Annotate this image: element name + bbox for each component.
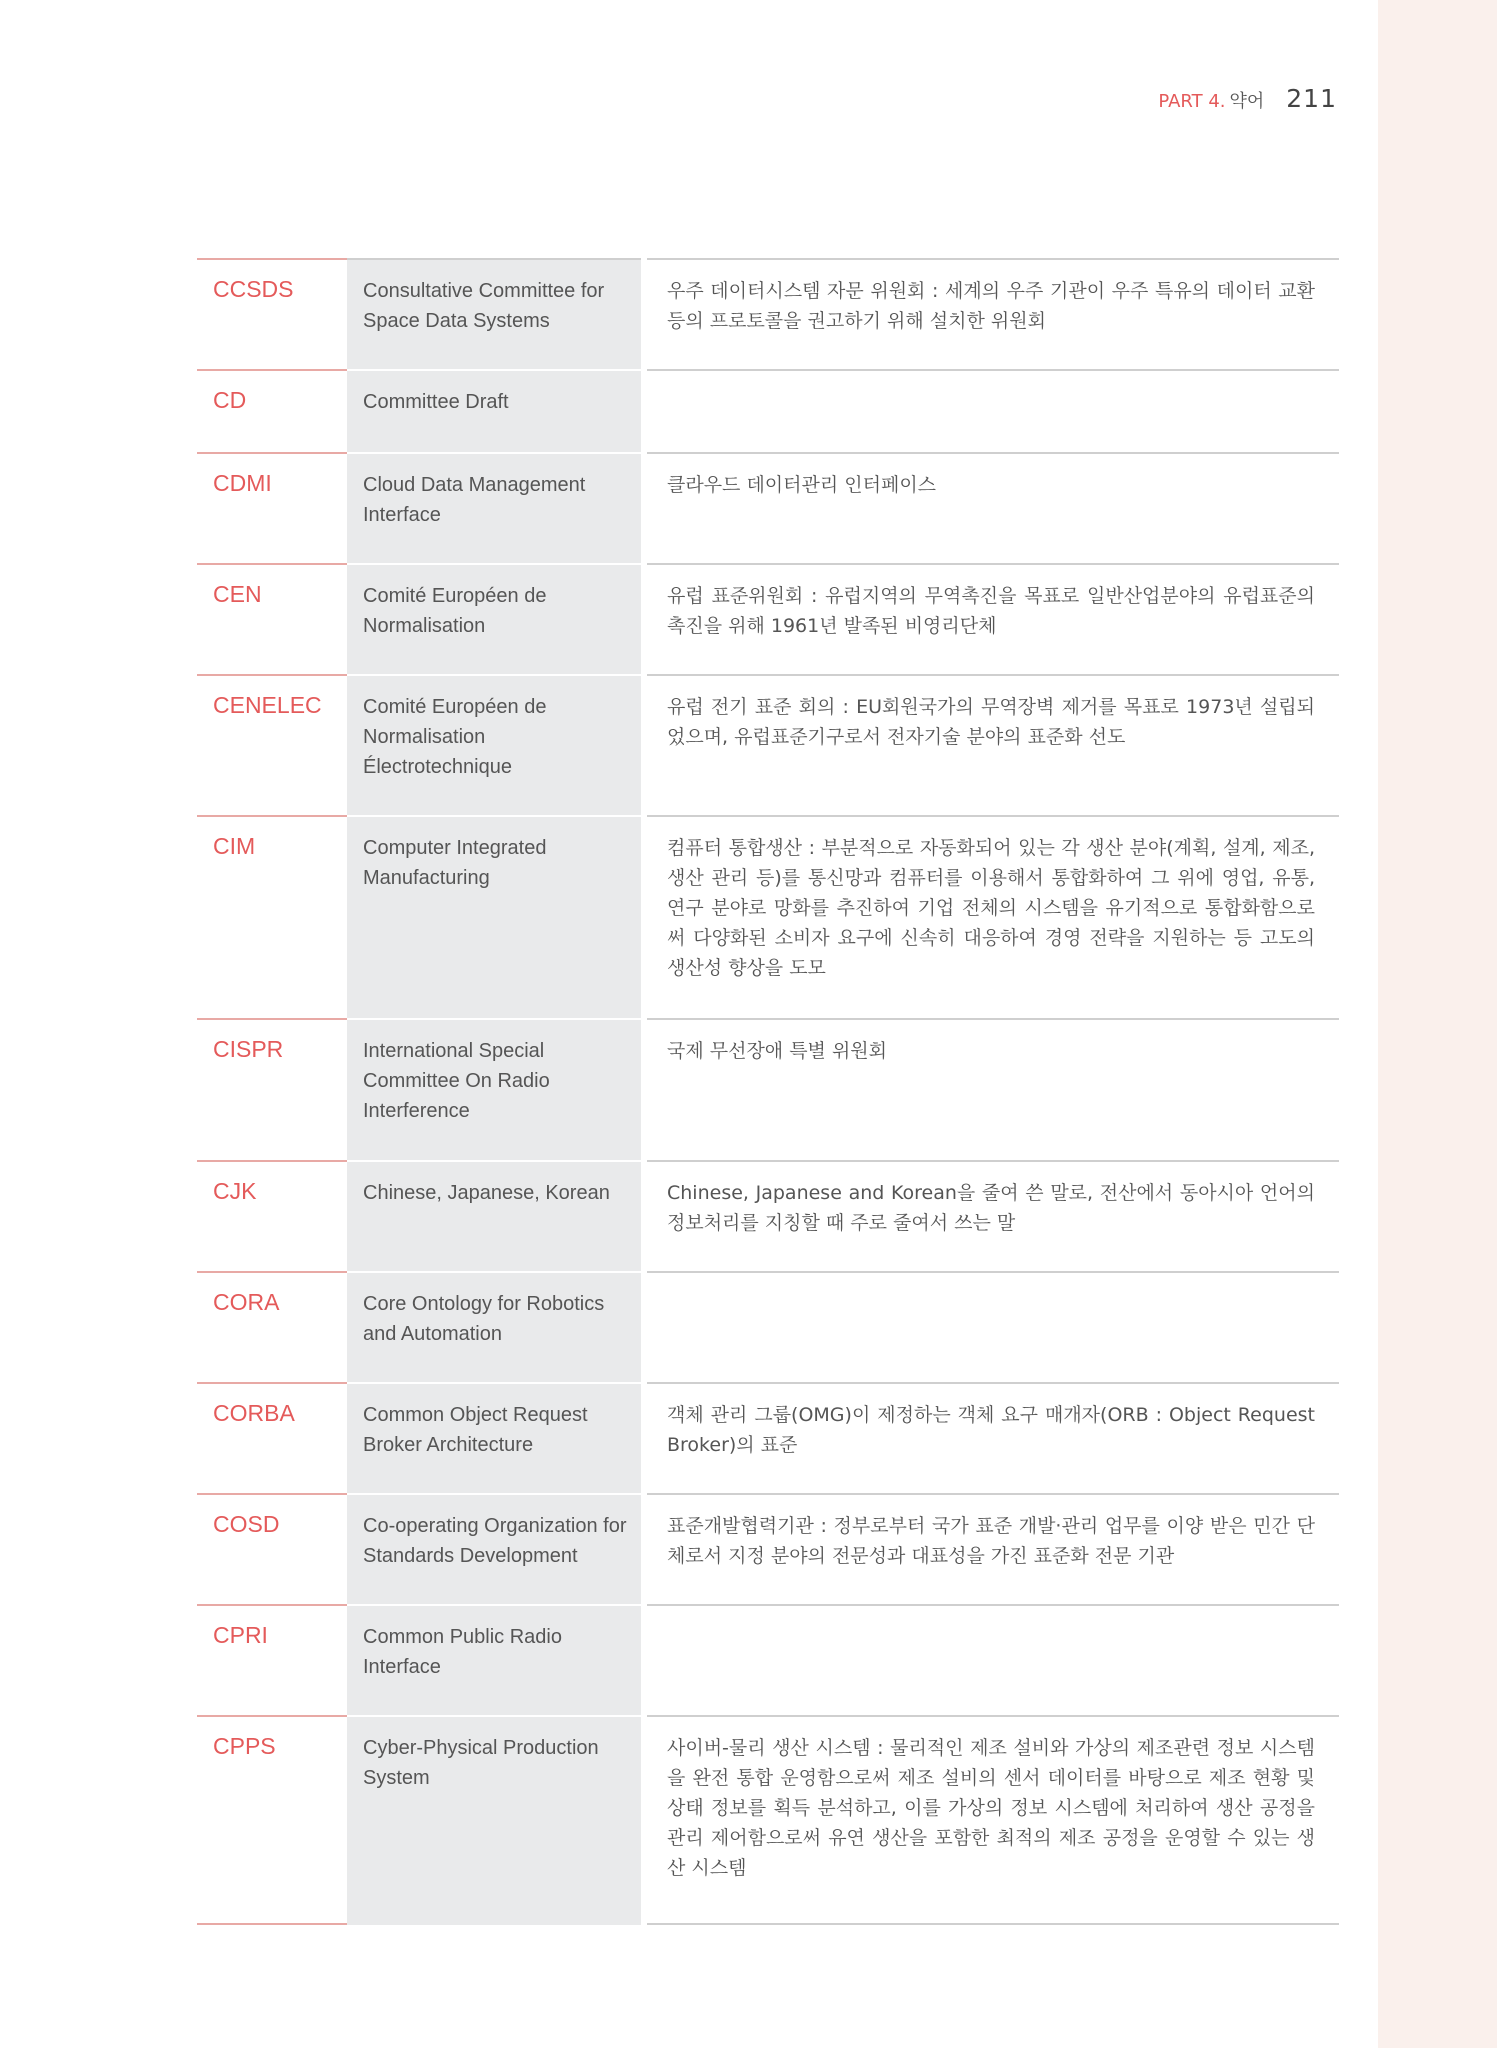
- description-cell: [647, 452, 1339, 563]
- full-name: International Special Committee On Radio Interference: [363, 1040, 550, 1122]
- abbreviation: CJK: [213, 1178, 257, 1204]
- abbreviation: CPRI: [213, 1622, 268, 1648]
- fullname-cell: [347, 452, 641, 563]
- description-cell: [647, 1382, 1339, 1493]
- abbreviation-table: [197, 258, 1339, 1925]
- fullname-cell: [347, 258, 641, 369]
- fullname-cell: [347, 1493, 641, 1604]
- description-cell: [647, 1271, 1339, 1382]
- full-name: Chinese, Japanese, Korean: [363, 1182, 610, 1204]
- table-row: [197, 1604, 1339, 1715]
- full-name: Cloud Data Management Interface: [363, 474, 586, 526]
- abbreviation: CISPR: [213, 1036, 284, 1062]
- abbr-cell: [197, 452, 347, 563]
- abbreviation: CD: [213, 387, 247, 413]
- page-header: [1158, 84, 1337, 124]
- bottom-rule-full: [347, 1923, 641, 1925]
- abbr-cell: [197, 563, 347, 674]
- fullname-cell: [347, 1382, 641, 1493]
- table-row: [197, 563, 1339, 674]
- full-name: Comité Européen de Normalisation Électrotechnique: [363, 696, 547, 778]
- fullname-cell: [347, 1271, 641, 1382]
- full-name: Common Public Radio Interface: [363, 1626, 562, 1678]
- part-number: PART 4.: [1158, 91, 1226, 112]
- part-title: 약어: [1229, 91, 1265, 112]
- full-name: Core Ontology for Robotics and Automation: [363, 1293, 605, 1345]
- full-name: Committee Draft: [363, 391, 509, 413]
- description: 표준개발협력기관 : 정부로부터 국가 표준 개발·관리 업무를 이양 받은 민간 단체로서 지정 분야의 전문성과 대표성을 가진 표준화 전문 기관: [667, 1515, 1315, 1567]
- description: 사이버-물리 생산 시스템 : 물리적인 제조 설비와 가상의 제조관련 정보 시스템을 완전 통합 운영함으로써 제조 설비의 센서 데이터를 바탕으로 제조 현황 및 상태 정보를 획득 분석하고, 이를 가상의 정보 시스템에 처리하여 생산 공정을 관리 제어함으로써 유연 생산을 포함한 최적의 제조 공정을 운영할 수 있는 생산 시스템: [667, 1737, 1315, 1879]
- description-cell: [647, 1715, 1339, 1923]
- part-label: [1158, 87, 1264, 113]
- description: 유럽 전기 표준 회의 : EU회원국가의 무역장벽 제거를 목표로 1973년 설립되었으며, 유럽표준기구로서 전자기술 분야의 표준화 선도: [667, 696, 1315, 748]
- table-row: [197, 1715, 1339, 1923]
- fullname-cell: [347, 674, 641, 815]
- abbreviation: CORBA: [213, 1400, 295, 1426]
- abbr-cell: [197, 1604, 347, 1715]
- table-row: [197, 674, 1339, 815]
- bottom-rule-desc: [647, 1923, 1339, 1925]
- table-row: [197, 1382, 1339, 1493]
- table-row: [197, 1160, 1339, 1271]
- full-name: Computer Integrated Manufacturing: [363, 837, 547, 889]
- full-name: Common Object Request Broker Architecture: [363, 1404, 588, 1456]
- description-cell: [647, 674, 1339, 815]
- abbreviation: CEN: [213, 581, 262, 607]
- full-name: Cyber-Physical Production System: [363, 1737, 599, 1789]
- table-bottom-rule: [197, 1923, 1339, 1925]
- description-cell: [647, 563, 1339, 674]
- table-row: [197, 815, 1339, 1018]
- table-row: [197, 1271, 1339, 1382]
- description: 컴퓨터 통합생산 : 부분적으로 자동화되어 있는 각 생산 분야(계획, 설계, 제조, 생산 관리 등)를 통신망과 컴퓨터를 이용해서 통합화하여 그 위에 영업, 유통, 연구 분야로 망화를 추진하여 기업 전체의 시스템을 유기적으로 통합화함으로써 다양화된 소비자 요구에 신속히 대응하여 경영 전략을 지원하는 등 고도의 생산성 향상을 도모: [667, 837, 1315, 979]
- description: 객체 관리 그룹(OMG)이 제정하는 객체 요구 매개자(ORB : Object Request Broker)의 표준: [667, 1404, 1315, 1456]
- description: 우주 데이터시스템 자문 위원회 : 세계의 우주 기관이 우주 특유의 데이터 교환 등의 프로토콜을 권고하기 위해 설치한 위원회: [667, 280, 1315, 332]
- description-cell: [647, 1604, 1339, 1715]
- description-cell: [647, 258, 1339, 369]
- abbreviation: CDMI: [213, 470, 272, 496]
- abbr-cell: [197, 258, 347, 369]
- abbr-cell: [197, 1382, 347, 1493]
- abbreviation: COSD: [213, 1511, 280, 1537]
- abbreviation: CIM: [213, 833, 256, 859]
- table-row: [197, 452, 1339, 563]
- fullname-cell: [347, 369, 641, 452]
- full-name: Co-operating Organization for Standards Development: [363, 1515, 627, 1567]
- table-row: [197, 258, 1339, 369]
- table-row: [197, 1493, 1339, 1604]
- bottom-rule-abbr: [197, 1923, 347, 1925]
- table-row: [197, 369, 1339, 452]
- abbreviation: CORA: [213, 1289, 280, 1315]
- description-cell: [647, 369, 1339, 452]
- fullname-cell: [347, 563, 641, 674]
- abbreviation: CPPS: [213, 1733, 276, 1759]
- description-cell: [647, 815, 1339, 1018]
- abbr-cell: [197, 815, 347, 1018]
- description: 유럽 표준위원회 : 유럽지역의 무역촉진을 목표로 일반산업분야의 유럽표준의 촉진을 위해 1961년 발족된 비영리단체: [667, 585, 1315, 637]
- abbr-cell: [197, 1493, 347, 1604]
- table-row: [197, 1018, 1339, 1160]
- abbr-cell: [197, 1715, 347, 1923]
- abbreviation: CENELEC: [213, 692, 322, 718]
- description: 클라우드 데이터관리 인터페이스: [667, 474, 937, 496]
- side-margin-band: [1378, 0, 1497, 2048]
- fullname-cell: [347, 1604, 641, 1715]
- full-name: Comité Européen de Normalisation: [363, 585, 547, 637]
- description-cell: [647, 1018, 1339, 1160]
- abbr-cell: [197, 674, 347, 815]
- fullname-cell: [347, 1715, 641, 1923]
- page-number: 211: [1286, 84, 1337, 113]
- abbr-cell: [197, 369, 347, 452]
- fullname-cell: [347, 1018, 641, 1160]
- abbr-cell: [197, 1271, 347, 1382]
- description-cell: [647, 1160, 1339, 1271]
- description-cell: [647, 1493, 1339, 1604]
- description: Chinese, Japanese and Korean을 줄여 쓴 말로, 전산에서 동아시아 언어의 정보처리를 지칭할 때 주로 줄여서 쓰는 말: [667, 1182, 1315, 1234]
- abbr-cell: [197, 1160, 347, 1271]
- fullname-cell: [347, 815, 641, 1018]
- fullname-cell: [347, 1160, 641, 1271]
- full-name: Consultative Committee for Space Data Systems: [363, 280, 605, 332]
- abbreviation: CCSDS: [213, 276, 294, 302]
- abbr-cell: [197, 1018, 347, 1160]
- description: 국제 무선장애 특별 위원회: [667, 1040, 888, 1062]
